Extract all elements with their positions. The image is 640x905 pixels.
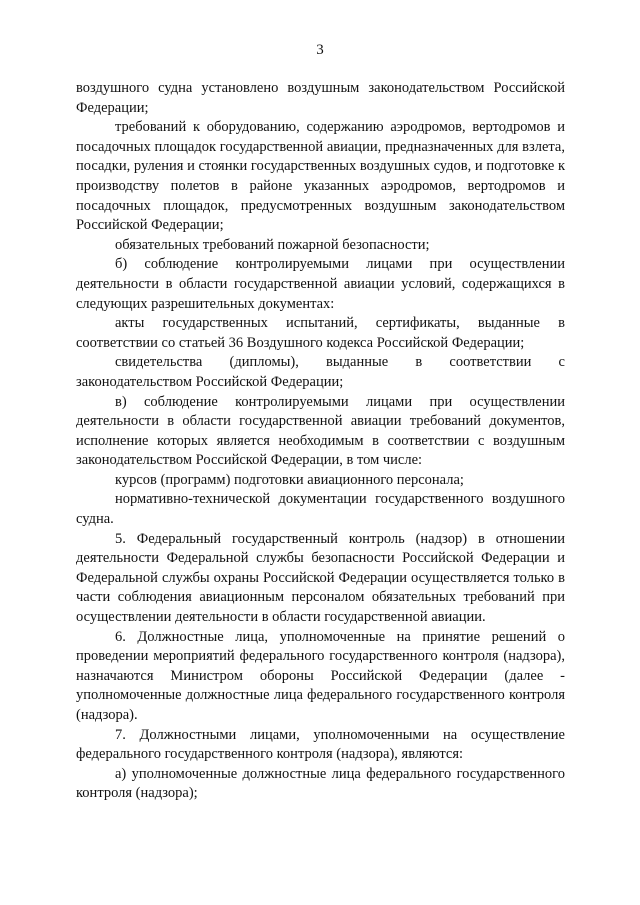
- paragraph-7: в) соблюдение контролируемыми лицами при осуществлении деятельности в области государственной авиации требований документов, исполнение которых является необходимым в соответствии с воздушным законодательством Российской Федерации, в том числе:: [76, 393, 565, 469]
- paragraph-4: б) соблюдение контролируемыми лицами при осуществлении деятельности в области государственной авиации условий, содержащихся в следующих разрешительных документах:: [76, 256, 565, 312]
- paragraph-8: курсов (программ) подготовки авиационного персонала;: [115, 471, 464, 488]
- paragraph-13: а) уполномоченные должностные лица федерального государственного контроля (надзора);: [76, 765, 565, 802]
- paragraph-6: свидетельства (дипломы), выданные в соответствии с законодательством Российской Федерации;: [76, 354, 565, 390]
- paragraph-12: 7. Должностными лицами, уполномоченными на осуществление федерального государственного контроля (надзора), являются:: [76, 726, 565, 763]
- paragraph-5: акты государственных испытаний, сертификаты, выданные в соответствии со статьей 36 Воздушного кодекса Российской Федерации;: [76, 315, 565, 351]
- paragraph-11: 6. Должностные лица, уполномоченные на принятие решений о проведении мероприятий федерального государственного контроля (надзора), назначаются Министром обороны Российской Федерации (далее - уполномоченные должностные лица федерального государственного контроля (надзора).: [76, 628, 565, 723]
- paragraph-3: обязательных требований пожарной безопасности;: [115, 236, 430, 253]
- page-number: 3: [316, 42, 324, 58]
- paragraph-9: нормативно-технической документации государственного воздушного судна.: [76, 491, 565, 528]
- paragraph-2: требований к оборудованию, содержанию аэродромов, вертодромов и посадочных площадок государственной авиации, предназначенных для взлета, посадки, руления и стоянки государственных воздушных судов, и подготовке к производству полетов в районе указанных аэродромов, вертодромов и посадочных площадок, предусмотренных воздушным законодательством Российской Федерации;: [76, 119, 565, 234]
- paragraph-10: 5. Федеральный государственный контроль (надзор) в отношении деятельности Федеральной службы безопасности Российской Федерации и Федеральной службы охраны Российской Федерации осуществляется только в части соблюдения авиационным персоналом обязательных требований при осуществлении деятельности в области государственной авиации.: [76, 530, 565, 626]
- paragraph-1: воздушного судна установлено воздушным законодательством Российской Федерации;: [76, 80, 565, 116]
- document-body: [76, 79, 565, 804]
